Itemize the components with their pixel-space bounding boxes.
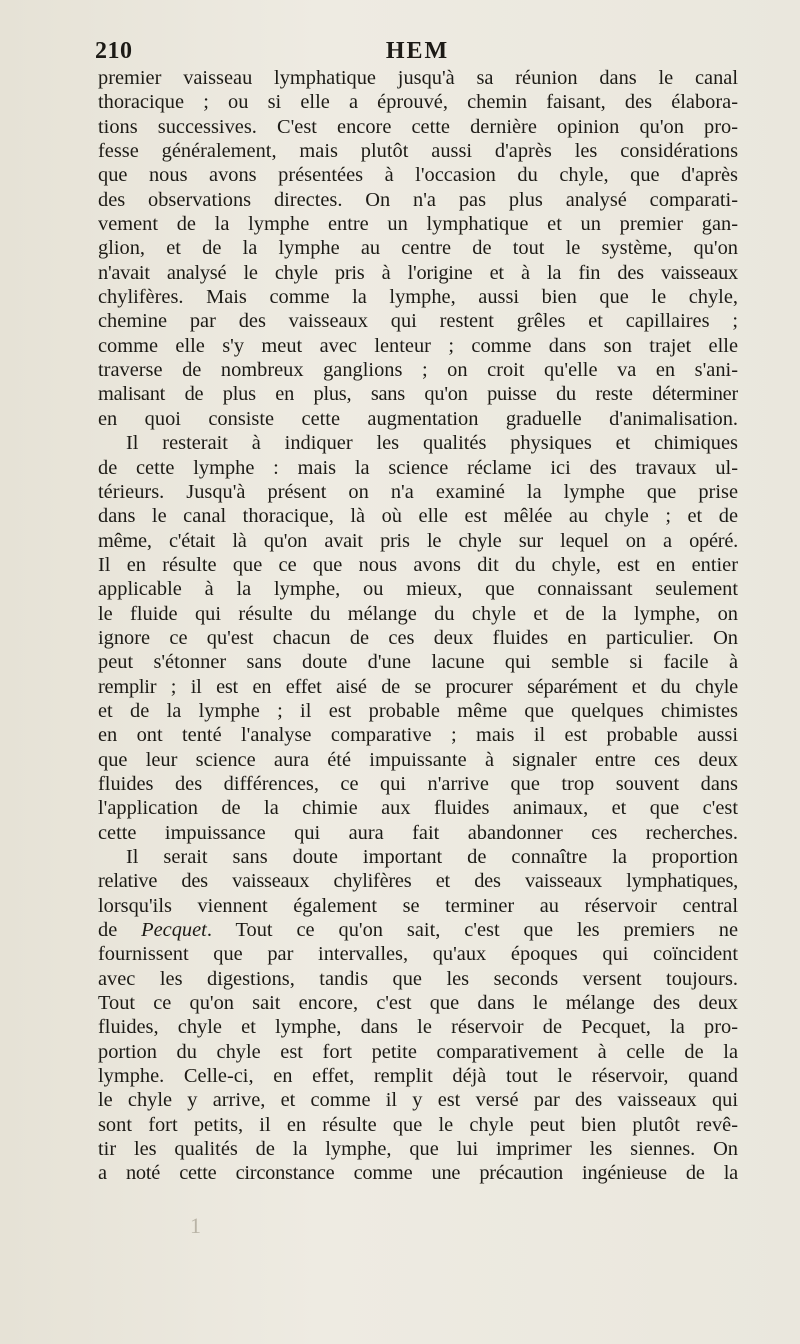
- body-text: [98, 66, 738, 1186]
- text-line: térieurs. Jusqu'à présent on n'a examiné la lymphe que prise: [98, 480, 738, 503]
- text-line: lorsqu'ils viennent également se terminer au réservoir central: [98, 894, 738, 917]
- text-line: le fluide qui résulte du mélange du chyle et de la lymphe, on: [98, 602, 738, 625]
- text-line: fluides, chyle et lymphe, dans le réservoir de Pecquet, la pro-: [98, 1016, 738, 1039]
- text-line: lymphe. Celle-ci, en effet, remplit déjà tout le réservoir, quand: [98, 1065, 738, 1088]
- text-line: en quoi consiste cette augmentation graduelle d'animalisation.: [98, 407, 738, 430]
- page-header: [95, 38, 740, 68]
- text-line: malisant de plus en plus, sans qu'on puisse du reste déterminer: [98, 383, 738, 406]
- text-line: le chyle y arrive, et comme il y est versé par des vaisseaux qui: [98, 1089, 738, 1112]
- text-line: que nous avons présentées à l'occasion du chyle, que d'après: [98, 164, 738, 187]
- text-line: tir les qualités de la lymphe, que lui imprimer les siennes. On: [98, 1138, 738, 1161]
- text-line: en ont tenté l'analyse comparative ; mais il est probable aussi: [98, 724, 738, 747]
- paragraph-start-line: Il resterait à indiquer les qualités physiques et chimiques: [126, 432, 738, 455]
- text-line: Il en résulte que ce que nous avons dit du chyle, est en entier: [98, 553, 738, 576]
- text-line: vement de la lymphe entre un lymphatique et un premier gan-: [98, 213, 738, 236]
- paragraph-start-line: Il serait sans doute important de connaître la proportion: [126, 846, 738, 868]
- text-line: et de la lymphe ; il est probable même que quelques chimistes: [98, 699, 738, 722]
- text-line: fournissent que par intervalles, qu'aux époques qui coïncident: [98, 943, 738, 966]
- text-line: sont fort petits, il en résulte que le chyle peut bien plutôt revê-: [98, 1113, 738, 1136]
- text-line: comme elle s'y meut avec lenteur ; comme dans son trajet elle: [98, 334, 738, 357]
- text-line: chemine par des vaisseaux qui restent grêles et capillaires ;: [98, 310, 738, 333]
- text-line: même, c'était là qu'on avait pris le chyle sur lequel on a opéré.: [98, 529, 738, 552]
- text-line: chylifères. Mais comme la lymphe, aussi bien que le chyle,: [98, 286, 738, 309]
- text-line: traverse de nombreux ganglions ; on croit qu'elle va en s'ani-: [98, 359, 738, 382]
- text-line: avec les digestions, tandis que les seconds versent toujours.: [98, 967, 738, 990]
- text-line: Tout ce qu'on sait encore, c'est que dans le mélange des deux: [98, 992, 738, 1015]
- text-line: portion du chyle est fort petite comparativement à celle de la: [98, 1040, 738, 1063]
- text-line: ignore ce qu'est chacun de ces deux fluides en particulier. On: [98, 626, 738, 649]
- text-line: fesse généralement, mais plutôt aussi d'après les considérations: [98, 140, 738, 163]
- text-line: thoracique ; ou si elle a éprouvé, chemin faisant, des élabora-: [98, 91, 738, 114]
- text-line: dans le canal thoracique, là où elle est mêlée au chyle ; et de: [98, 505, 738, 528]
- text-line: premier vaisseau lymphatique jusqu'à sa réunion dans le canal: [98, 67, 738, 89]
- text-line: que leur science aura été impuissante à signaler entre ces deux: [98, 748, 738, 771]
- text-line: de cette lymphe : mais la science réclame ici des travaux ul-: [98, 456, 738, 479]
- text-line: de Pecquet. Tout ce qu'on sait, c'est que les premiers ne: [98, 919, 738, 942]
- text-line: cette impuissance qui aura fait abandonner ces recherches.: [98, 821, 738, 844]
- page-number: 210: [95, 38, 133, 64]
- text-line: fluides des différences, ce qui n'arrive que trop souvent dans: [98, 772, 738, 795]
- text-line: glion, et de la lymphe au centre de tout le système, qu'on: [98, 237, 738, 260]
- text-line: applicable à la lymphe, ou mieux, que connaissant seulement: [98, 578, 738, 601]
- text-line: peut s'étonner sans doute d'une lacune qui semble si facile à: [98, 651, 738, 674]
- text-line: a noté cette circonstance comme une précaution ingénieuse de la: [98, 1162, 738, 1185]
- text-line: tions successives. C'est encore cette dernière opinion qu'on pro-: [98, 115, 738, 138]
- text-line: n'avait analysé le chyle pris à l'origine et à la fin des vaisseaux: [98, 261, 738, 284]
- text-line: remplir ; il est en effet aisé de se procurer séparément et du chyle: [98, 675, 738, 698]
- faint-print-mark: 1: [190, 1213, 201, 1238]
- text-line: des observations directes. On n'a pas plus analysé comparati-: [98, 188, 738, 211]
- running-head: HEM: [385, 38, 450, 64]
- text-line: l'application de la chimie aux fluides animaux, et que c'est: [98, 797, 738, 820]
- text-line: relative des vaisseaux chylifères et des vaisseaux lymphatiques,: [98, 870, 738, 893]
